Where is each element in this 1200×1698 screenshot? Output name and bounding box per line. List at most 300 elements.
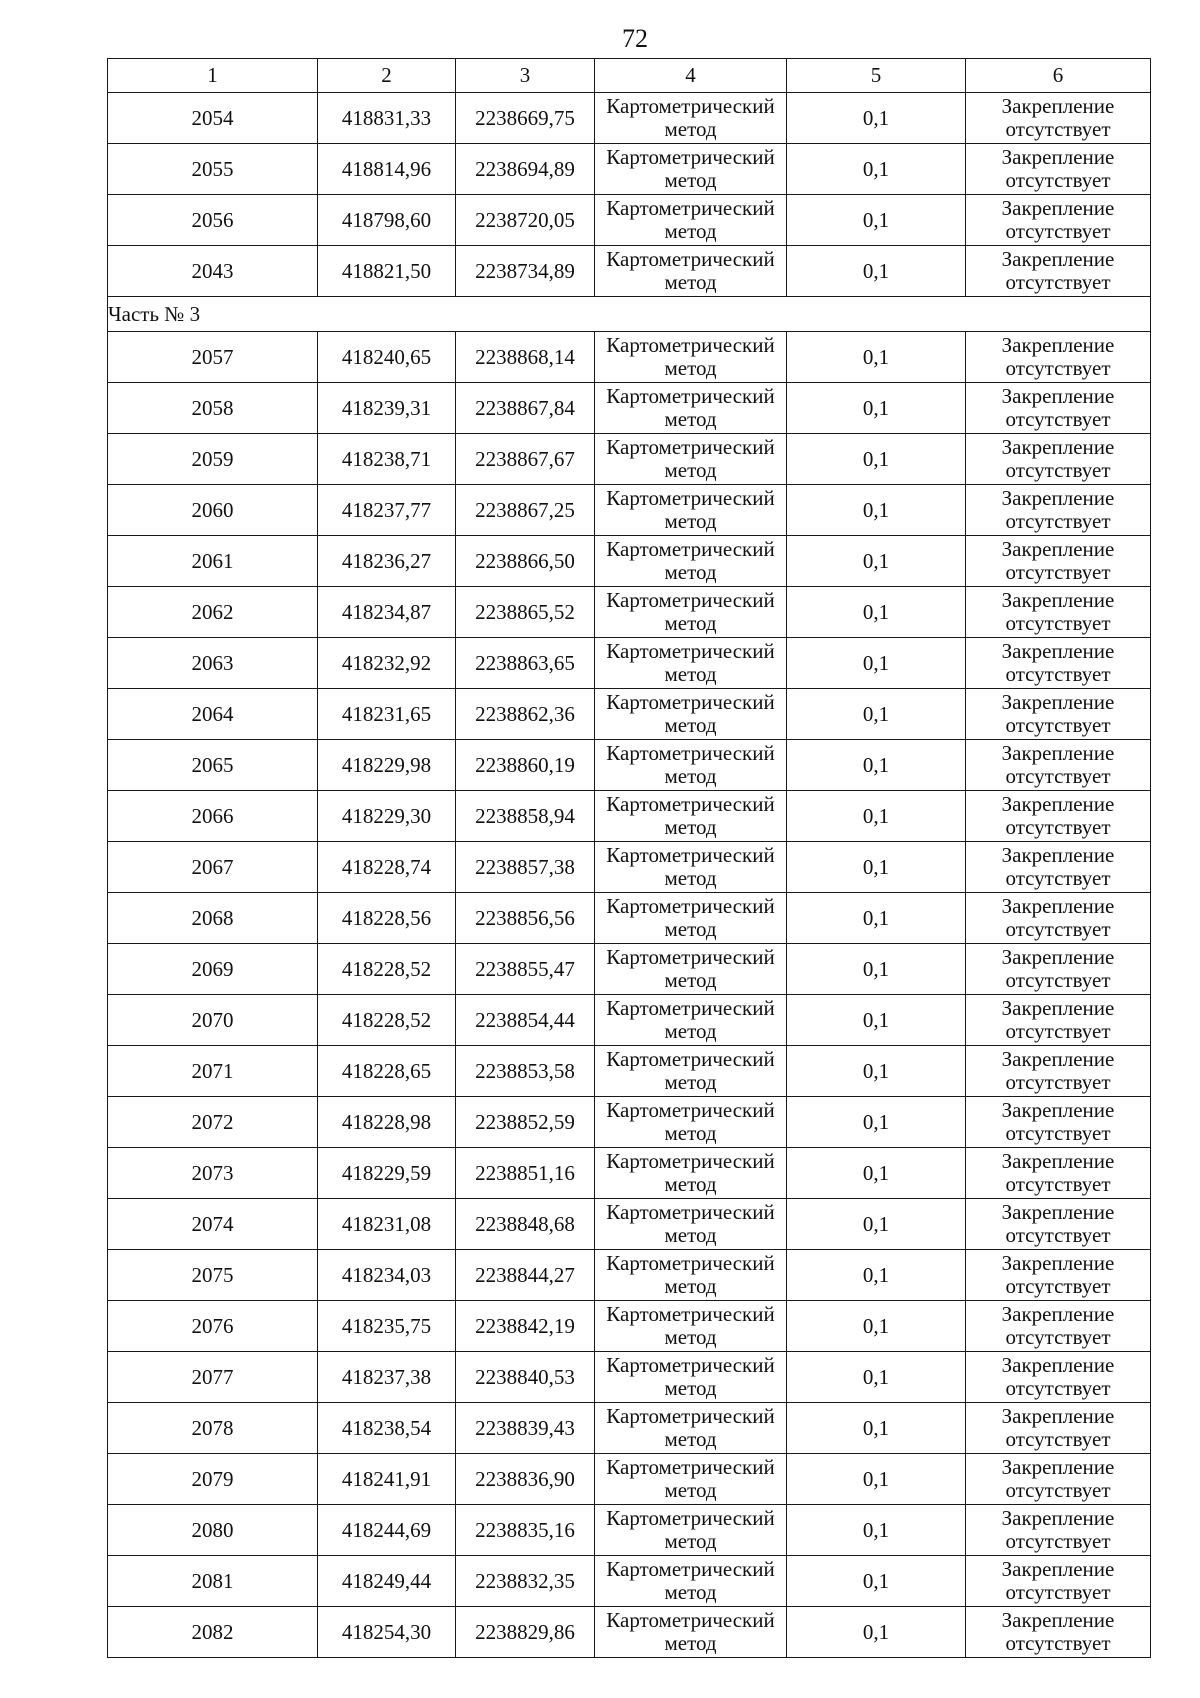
method-cell (595, 195, 787, 246)
column-number-row (108, 59, 1151, 93)
method-cell-line-2: метод (664, 560, 717, 584)
fixing-cell-line-2: отсутствует (1005, 219, 1111, 243)
table-row (108, 1403, 1151, 1454)
fixing-cell-line-1: Закрепление (1001, 996, 1115, 1020)
fixing-cell-line-2: отсутствует (1005, 1478, 1111, 1502)
accuracy-value: 0,1 (787, 1199, 966, 1250)
fixing-cell (966, 944, 1151, 995)
method-cell-line-1: Картометрический (606, 741, 775, 765)
fixing-cell-line-2: отсутствует (1005, 866, 1111, 890)
method-cell (595, 944, 787, 995)
fixing-cell-line-1: Закрепление (1001, 145, 1115, 169)
coordinate-y: 2238829,86 (456, 1607, 595, 1658)
fixing-cell-line-1: Закрепление (1001, 843, 1115, 867)
fixing-cell (966, 144, 1151, 195)
table-row (108, 536, 1151, 587)
fixing-cell-line-1: Закрепление (1001, 1200, 1115, 1224)
point-number: 2061 (108, 536, 318, 587)
method-cell-line-2: метод (664, 1274, 717, 1298)
fixing-cell-line-1: Закрепление (1001, 1506, 1115, 1530)
table-row (108, 1352, 1151, 1403)
fixing-cell-line-2: отсутствует (1005, 270, 1111, 294)
table-row (108, 689, 1151, 740)
fixing-cell (966, 1505, 1151, 1556)
method-cell-line-2: метод (664, 764, 717, 788)
column-number: 1 (108, 59, 318, 93)
table-row (108, 144, 1151, 195)
method-cell (595, 1556, 787, 1607)
method-cell-line-1: Картометрический (606, 1353, 775, 1377)
method-cell (595, 1454, 787, 1505)
coordinate-y: 2238669,75 (456, 93, 595, 144)
table-row (108, 1148, 1151, 1199)
point-number: 2060 (108, 485, 318, 536)
fixing-cell-line-1: Закрепление (1001, 435, 1115, 459)
method-cell-line-1: Картометрический (606, 486, 775, 510)
point-number: 2072 (108, 1097, 318, 1148)
accuracy-value: 0,1 (787, 1046, 966, 1097)
method-cell-line-2: метод (664, 815, 717, 839)
coordinate-y: 2238862,36 (456, 689, 595, 740)
coordinate-y: 2238858,94 (456, 791, 595, 842)
fixing-cell-line-2: отсутствует (1005, 764, 1111, 788)
fixing-cell-line-1: Закрепление (1001, 333, 1115, 357)
accuracy-value: 0,1 (787, 93, 966, 144)
table-row (108, 195, 1151, 246)
method-cell-line-2: метод (664, 662, 717, 686)
method-cell-line-1: Картометрический (606, 1047, 775, 1071)
method-cell-line-2: метод (664, 1121, 717, 1145)
table-row (108, 1556, 1151, 1607)
coordinate-y: 2238860,19 (456, 740, 595, 791)
method-cell-line-2: метод (664, 1172, 717, 1196)
coordinate-x: 418241,91 (318, 1454, 456, 1505)
coordinate-y: 2238842,19 (456, 1301, 595, 1352)
accuracy-value: 0,1 (787, 893, 966, 944)
coordinate-x: 418239,31 (318, 383, 456, 434)
method-cell (595, 332, 787, 383)
method-cell-line-2: метод (664, 1529, 717, 1553)
method-cell-line-2: метод (664, 917, 717, 941)
accuracy-value: 0,1 (787, 1403, 966, 1454)
method-cell (595, 1097, 787, 1148)
coordinate-x: 418228,52 (318, 995, 456, 1046)
method-cell-line-1: Картометрический (606, 1455, 775, 1479)
fixing-cell-line-1: Закрепление (1001, 94, 1115, 118)
method-cell-line-1: Картометрический (606, 537, 775, 561)
fixing-cell (966, 1148, 1151, 1199)
point-number: 2077 (108, 1352, 318, 1403)
fixing-cell (966, 332, 1151, 383)
table-row (108, 434, 1151, 485)
fixing-cell (966, 536, 1151, 587)
accuracy-value: 0,1 (787, 740, 966, 791)
coordinate-x: 418798,60 (318, 195, 456, 246)
method-cell (595, 689, 787, 740)
accuracy-value: 0,1 (787, 246, 966, 297)
fixing-cell-line-2: отсутствует (1005, 1631, 1111, 1655)
coordinate-x: 418228,56 (318, 893, 456, 944)
point-number: 2069 (108, 944, 318, 995)
method-cell-line-2: метод (664, 1580, 717, 1604)
method-cell-line-1: Картометрический (606, 1149, 775, 1173)
method-cell-line-2: метод (664, 117, 717, 141)
method-cell (595, 246, 787, 297)
point-number: 2079 (108, 1454, 318, 1505)
accuracy-value: 0,1 (787, 485, 966, 536)
point-number: 2063 (108, 638, 318, 689)
coordinate-y: 2238832,35 (456, 1556, 595, 1607)
fixing-cell-line-1: Закрепление (1001, 486, 1115, 510)
fixing-cell (966, 1352, 1151, 1403)
table-body (108, 59, 1151, 1658)
accuracy-value: 0,1 (787, 638, 966, 689)
method-cell (595, 485, 787, 536)
method-cell-line-2: метод (664, 866, 717, 890)
table-row (108, 1607, 1151, 1658)
coordinate-y: 2238867,25 (456, 485, 595, 536)
coordinate-y: 2238835,16 (456, 1505, 595, 1556)
table-row (108, 587, 1151, 638)
fixing-cell-line-1: Закрепление (1001, 1608, 1115, 1632)
coordinate-x: 418229,30 (318, 791, 456, 842)
coordinate-y: 2238867,84 (456, 383, 595, 434)
section-title: Часть № 3 (108, 297, 1151, 332)
point-number: 2080 (108, 1505, 318, 1556)
coordinate-x: 418814,96 (318, 144, 456, 195)
fixing-cell-line-1: Закрепление (1001, 1251, 1115, 1275)
accuracy-value: 0,1 (787, 944, 966, 995)
table-row (108, 791, 1151, 842)
fixing-cell (966, 485, 1151, 536)
method-cell (595, 1199, 787, 1250)
coordinate-x: 418236,27 (318, 536, 456, 587)
accuracy-value: 0,1 (787, 1352, 966, 1403)
fixing-cell-line-1: Закрепление (1001, 639, 1115, 663)
fixing-cell-line-1: Закрепление (1001, 894, 1115, 918)
method-cell-line-2: метод (664, 1325, 717, 1349)
fixing-cell-line-1: Закрепление (1001, 1302, 1115, 1326)
fixing-cell (966, 1454, 1151, 1505)
coordinate-x: 418238,54 (318, 1403, 456, 1454)
method-cell (595, 1352, 787, 1403)
fixing-cell-line-2: отсутствует (1005, 1325, 1111, 1349)
fixing-cell-line-2: отсутствует (1005, 1070, 1111, 1094)
accuracy-value: 0,1 (787, 842, 966, 893)
coordinate-x: 418238,71 (318, 434, 456, 485)
fixing-cell-line-2: отсутствует (1005, 407, 1111, 431)
method-cell-line-1: Картометрический (606, 247, 775, 271)
point-number: 2081 (108, 1556, 318, 1607)
accuracy-value: 0,1 (787, 383, 966, 434)
method-cell-line-2: метод (664, 1427, 717, 1451)
accuracy-value: 0,1 (787, 1505, 966, 1556)
coordinate-x: 418234,87 (318, 587, 456, 638)
fixing-cell-line-1: Закрепление (1001, 1404, 1115, 1428)
fixing-cell-line-2: отсутствует (1005, 1529, 1111, 1553)
point-number: 2056 (108, 195, 318, 246)
method-cell-line-1: Картометрический (606, 996, 775, 1020)
accuracy-value: 0,1 (787, 587, 966, 638)
method-cell (595, 1148, 787, 1199)
page-number: 72 (622, 24, 648, 53)
accuracy-value: 0,1 (787, 1454, 966, 1505)
method-cell-line-1: Картометрический (606, 1098, 775, 1122)
coordinate-y: 2238853,58 (456, 1046, 595, 1097)
method-cell-line-2: метод (664, 168, 717, 192)
fixing-cell-line-2: отсутствует (1005, 1019, 1111, 1043)
fixing-cell-line-2: отсутствует (1005, 662, 1111, 686)
method-cell (595, 536, 787, 587)
fixing-cell-line-1: Закрепление (1001, 1353, 1115, 1377)
coordinate-x: 418231,65 (318, 689, 456, 740)
coordinate-y: 2238852,59 (456, 1097, 595, 1148)
fixing-cell-line-2: отсутствует (1005, 1121, 1111, 1145)
method-cell (595, 1301, 787, 1352)
fixing-cell-line-1: Закрепление (1001, 792, 1115, 816)
table-row (108, 995, 1151, 1046)
method-cell (595, 842, 787, 893)
point-number: 2055 (108, 144, 318, 195)
fixing-cell (966, 1097, 1151, 1148)
point-number: 2064 (108, 689, 318, 740)
fixing-cell-line-2: отсутствует (1005, 356, 1111, 380)
coordinate-y: 2238865,52 (456, 587, 595, 638)
fixing-cell-line-1: Закрепление (1001, 384, 1115, 408)
fixing-cell (966, 893, 1151, 944)
coordinate-y: 2238863,65 (456, 638, 595, 689)
method-cell (595, 1607, 787, 1658)
accuracy-value: 0,1 (787, 1148, 966, 1199)
coordinate-y: 2238839,43 (456, 1403, 595, 1454)
coordinate-x: 418240,65 (318, 332, 456, 383)
method-cell-line-2: метод (664, 1478, 717, 1502)
method-cell-line-2: метод (664, 713, 717, 737)
coordinate-y: 2238867,67 (456, 434, 595, 485)
coordinate-x: 418249,44 (318, 1556, 456, 1607)
accuracy-value: 0,1 (787, 995, 966, 1046)
method-cell (595, 1250, 787, 1301)
method-cell-line-2: метод (664, 509, 717, 533)
fixing-cell (966, 995, 1151, 1046)
coordinate-y: 2238868,14 (456, 332, 595, 383)
coordinate-y: 2238856,56 (456, 893, 595, 944)
table-row (108, 842, 1151, 893)
method-cell (595, 638, 787, 689)
column-number: 6 (966, 59, 1151, 93)
fixing-cell (966, 689, 1151, 740)
fixing-cell-line-2: отсутствует (1005, 1274, 1111, 1298)
coordinate-x: 418228,74 (318, 842, 456, 893)
method-cell-line-2: метод (664, 1223, 717, 1247)
method-cell-line-1: Картометрический (606, 1557, 775, 1581)
fixing-cell-line-1: Закрепление (1001, 690, 1115, 714)
accuracy-value: 0,1 (787, 536, 966, 587)
table-row (108, 93, 1151, 144)
accuracy-value: 0,1 (787, 791, 966, 842)
fixing-cell-line-2: отсутствует (1005, 168, 1111, 192)
method-cell (595, 1403, 787, 1454)
method-cell (595, 791, 787, 842)
fixing-cell (966, 1250, 1151, 1301)
fixing-cell-line-1: Закрепление (1001, 945, 1115, 969)
coordinates-table (107, 58, 1151, 1658)
column-number: 2 (318, 59, 456, 93)
point-number: 2043 (108, 246, 318, 297)
method-cell-line-2: метод (664, 407, 717, 431)
point-number: 2071 (108, 1046, 318, 1097)
method-cell-line-2: метод (664, 611, 717, 635)
method-cell-line-1: Картометрический (606, 588, 775, 612)
coordinate-y: 2238848,68 (456, 1199, 595, 1250)
coordinate-x: 418232,92 (318, 638, 456, 689)
fixing-cell-line-1: Закрепление (1001, 1557, 1115, 1581)
method-cell-line-1: Картометрический (606, 792, 775, 816)
fixing-cell (966, 1607, 1151, 1658)
fixing-cell (966, 1556, 1151, 1607)
method-cell-line-1: Картометрический (606, 894, 775, 918)
coordinate-y: 2238720,05 (456, 195, 595, 246)
table-row (108, 893, 1151, 944)
method-cell-line-1: Картометрический (606, 435, 775, 459)
point-number: 2054 (108, 93, 318, 144)
accuracy-value: 0,1 (787, 1301, 966, 1352)
method-cell-line-1: Картометрический (606, 1302, 775, 1326)
fixing-cell-line-2: отсутствует (1005, 1427, 1111, 1451)
fixing-cell-line-2: отсутствует (1005, 117, 1111, 141)
point-number: 2076 (108, 1301, 318, 1352)
method-cell-line-2: метод (664, 270, 717, 294)
coordinate-x: 418234,03 (318, 1250, 456, 1301)
fixing-cell-line-2: отсутствует (1005, 509, 1111, 533)
fixing-cell-line-2: отсутствует (1005, 560, 1111, 584)
fixing-cell (966, 1046, 1151, 1097)
column-number: 3 (456, 59, 595, 93)
table-row (108, 332, 1151, 383)
fixing-cell-line-1: Закрепление (1001, 741, 1115, 765)
coordinate-y: 2238851,16 (456, 1148, 595, 1199)
accuracy-value: 0,1 (787, 195, 966, 246)
fixing-cell-line-1: Закрепление (1001, 1047, 1115, 1071)
method-cell (595, 1046, 787, 1097)
point-number: 2062 (108, 587, 318, 638)
fixing-cell (966, 842, 1151, 893)
method-cell-line-1: Картометрический (606, 1404, 775, 1428)
point-number: 2075 (108, 1250, 318, 1301)
fixing-cell-line-2: отсутствует (1005, 458, 1111, 482)
method-cell-line-2: метод (664, 1070, 717, 1094)
method-cell-line-1: Картометрический (606, 945, 775, 969)
fixing-cell-line-2: отсутствует (1005, 815, 1111, 839)
fixing-cell (966, 1199, 1151, 1250)
fixing-cell-line-2: отсутствует (1005, 1223, 1111, 1247)
method-cell-line-1: Картометрический (606, 639, 775, 663)
method-cell (595, 383, 787, 434)
coordinate-y: 2238836,90 (456, 1454, 595, 1505)
coordinate-y: 2238844,27 (456, 1250, 595, 1301)
fixing-cell (966, 383, 1151, 434)
coordinate-x: 418228,98 (318, 1097, 456, 1148)
coordinate-y: 2238840,53 (456, 1352, 595, 1403)
fixing-cell-line-1: Закрепление (1001, 1149, 1115, 1173)
table-row (108, 383, 1151, 434)
fixing-cell-line-2: отсутствует (1005, 917, 1111, 941)
method-cell-line-2: метод (664, 1376, 717, 1400)
point-number: 2058 (108, 383, 318, 434)
fixing-cell-line-1: Закрепление (1001, 1098, 1115, 1122)
column-number: 5 (787, 59, 966, 93)
fixing-cell-line-2: отсутствует (1005, 713, 1111, 737)
point-number: 2073 (108, 1148, 318, 1199)
method-cell-line-1: Картометрический (606, 145, 775, 169)
method-cell (595, 587, 787, 638)
fixing-cell-line-2: отсутствует (1005, 611, 1111, 635)
table-row (108, 1097, 1151, 1148)
fixing-cell-line-1: Закрепление (1001, 537, 1115, 561)
coordinate-x: 418235,75 (318, 1301, 456, 1352)
fixing-cell-line-1: Закрепление (1001, 1455, 1115, 1479)
point-number: 2066 (108, 791, 318, 842)
accuracy-value: 0,1 (787, 689, 966, 740)
method-cell-line-2: метод (664, 458, 717, 482)
table-row (108, 638, 1151, 689)
fixing-cell-line-2: отсутствует (1005, 1580, 1111, 1604)
coordinate-x: 418821,50 (318, 246, 456, 297)
method-cell-line-1: Картометрический (606, 196, 775, 220)
method-cell-line-1: Картометрический (606, 94, 775, 118)
fixing-cell (966, 740, 1151, 791)
fixing-cell-line-1: Закрепление (1001, 196, 1115, 220)
method-cell-line-1: Картометрический (606, 1506, 775, 1530)
coordinate-y: 2238857,38 (456, 842, 595, 893)
accuracy-value: 0,1 (787, 332, 966, 383)
fixing-cell (966, 93, 1151, 144)
fixing-cell (966, 195, 1151, 246)
table-row (108, 1301, 1151, 1352)
point-number: 2067 (108, 842, 318, 893)
accuracy-value: 0,1 (787, 144, 966, 195)
method-cell-line-2: метод (664, 968, 717, 992)
method-cell-line-1: Картометрический (606, 333, 775, 357)
table-row (108, 1199, 1151, 1250)
point-number: 2068 (108, 893, 318, 944)
fixing-cell (966, 638, 1151, 689)
coordinate-y: 2238855,47 (456, 944, 595, 995)
table-row (108, 1454, 1151, 1505)
coordinate-x: 418237,77 (318, 485, 456, 536)
method-cell-line-1: Картометрический (606, 1608, 775, 1632)
point-number: 2074 (108, 1199, 318, 1250)
method-cell (595, 995, 787, 1046)
point-number: 2070 (108, 995, 318, 1046)
table-row (108, 1505, 1151, 1556)
column-number: 4 (595, 59, 787, 93)
method-cell (595, 93, 787, 144)
method-cell (595, 1505, 787, 1556)
accuracy-value: 0,1 (787, 1556, 966, 1607)
table-row (108, 740, 1151, 791)
coordinate-y: 2238866,50 (456, 536, 595, 587)
coordinate-y: 2238694,89 (456, 144, 595, 195)
fixing-cell-line-1: Закрепление (1001, 588, 1115, 612)
point-number: 2082 (108, 1607, 318, 1658)
method-cell-line-2: метод (664, 1631, 717, 1655)
table-row (108, 944, 1151, 995)
fixing-cell-line-2: отсутствует (1005, 1376, 1111, 1400)
fixing-cell (966, 1403, 1151, 1454)
point-number: 2065 (108, 740, 318, 791)
accuracy-value: 0,1 (787, 434, 966, 485)
